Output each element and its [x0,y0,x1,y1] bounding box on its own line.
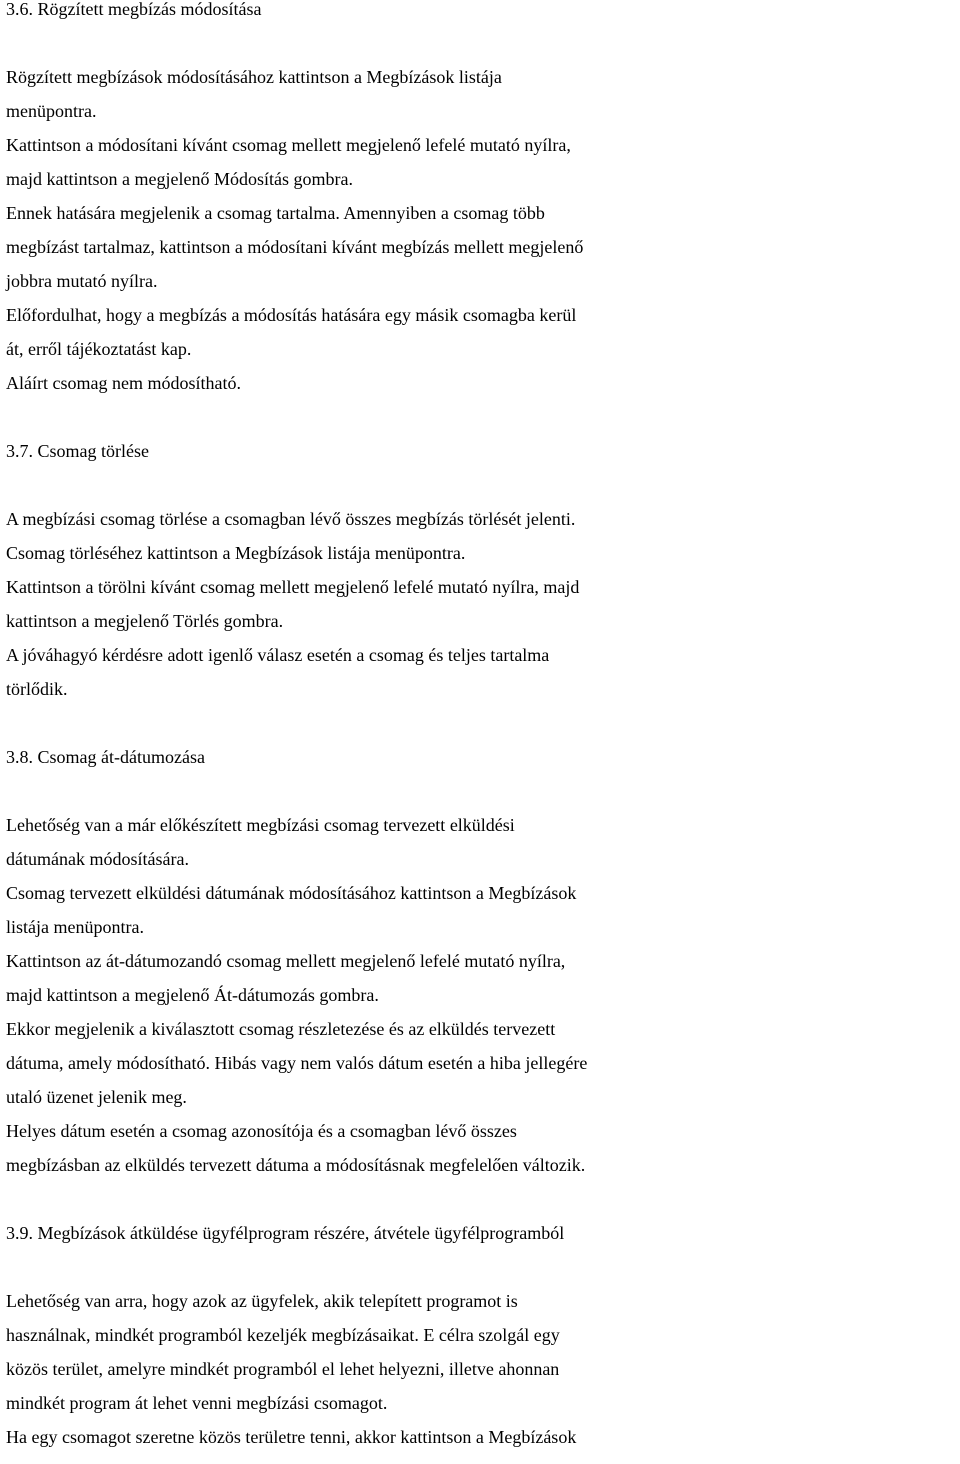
spacer [0,468,960,502]
text-line: Rögzített megbízások módosításához kattintson a Megbízások listája [6,67,502,87]
text-line: használnak, mindkét programból kezeljék megbízásaikat. E célra szolgál egy [6,1325,560,1345]
text-line: törlődik. [6,679,68,699]
text-line: dátumának módosítására. [6,849,189,869]
text-line: Csomag törléséhez kattintson a Megbízások listája menüpontra. [6,543,466,563]
spacer [0,26,960,60]
text-line: majd kattintson a megjelenő Át-dátumozás gombra. [6,985,379,1005]
section-heading-3-8: 3.8. Csomag át-dátumozása [6,747,205,767]
text-line: A megbízási csomag törlése a csomagban lévő összes megbízás törlését jelenti. [6,509,576,529]
text-line: menüpontra. [6,101,97,121]
text-line: kattintson a megjelenő Törlés gombra. [6,611,284,631]
text-line: majd kattintson a megjelenő Módosítás gombra. [6,169,353,189]
text-line: Lehetőség van a már előkészített megbízási csomag tervezett elküldési [6,815,515,835]
text-line: megbízást tartalmaz, kattintson a módosítani kívánt megbízás mellett megjelenő [6,237,584,257]
section-heading-3-6: 3.6. Rögzített megbízás módosítása [6,0,262,19]
section-heading-3-9: 3.9. Megbízások átküldése ügyfélprogram részére, átvétele ügyfélprogramból [6,1223,565,1243]
section-body-3-7 [0,502,960,706]
section-body-3-8 [0,808,960,1182]
text-line: Előfordulhat, hogy a megbízás a módosítás hatására egy másik csomagba kerül [6,305,577,325]
text-line: Lehetőség van arra, hogy azok az ügyfelek, akik telepített programot is [6,1291,518,1311]
text-line: listája menüpontra. [6,917,144,937]
text-line: A jóváhagyó kérdésre adott igenlő válasz esetén a csomag és teljes tartalma [6,645,550,665]
text-line: jobbra mutató nyílra. [6,271,158,291]
text-line: utaló üzenet jelenik meg. [6,1087,187,1107]
section-body-3-9 [0,1284,960,1454]
text-line: Kattintson a törölni kívánt csomag mellett megjelenő lefelé mutató nyílra, majd [6,577,580,597]
text-line: Kattintson az át-dátumozandó csomag mellett megjelenő lefelé mutató nyílra, [6,951,566,971]
spacer [0,774,960,808]
section-heading-3-7: 3.7. Csomag törlése [6,441,149,461]
text-line: Kattintson a módosítani kívánt csomag mellett megjelenő lefelé mutató nyílra, [6,135,571,155]
text-line: Helyes dátum esetén a csomag azonosítója és a csomagban lévő összes [6,1121,517,1141]
text-line: közös terület, amelyre mindkét programból el lehet helyezni, illetve ahonnan [6,1359,560,1379]
section-body-3-6 [0,60,960,400]
spacer [0,1182,960,1216]
text-line: mindkét program át lehet venni megbízási csomagot. [6,1393,388,1413]
text-line: megbízásban az elküldés tervezett dátuma a módosításnak megfelelően változik. [6,1155,586,1175]
text-line: Ekkor megjelenik a kiválasztott csomag részletezése és az elküldés tervezett [6,1019,556,1039]
spacer [0,706,960,740]
text-line: dátuma, amely módosítható. Hibás vagy nem valós dátum esetén a hiba jellegére [6,1053,588,1073]
text-line: Ennek hatására megjelenik a csomag tartalma. Amennyiben a csomag több [6,203,545,223]
text-line: Csomag tervezett elküldési dátumának módosításához kattintson a Megbízások [6,883,577,903]
spacer [0,400,960,434]
text-line: Ha egy csomagot szeretne közös területre tenni, akkor kattintson a Megbízások [6,1427,577,1447]
text-line: Aláírt csomag nem módosítható. [6,373,241,393]
spacer [0,1250,960,1284]
text-line: át, erről tájékoztatást kap. [6,339,192,359]
